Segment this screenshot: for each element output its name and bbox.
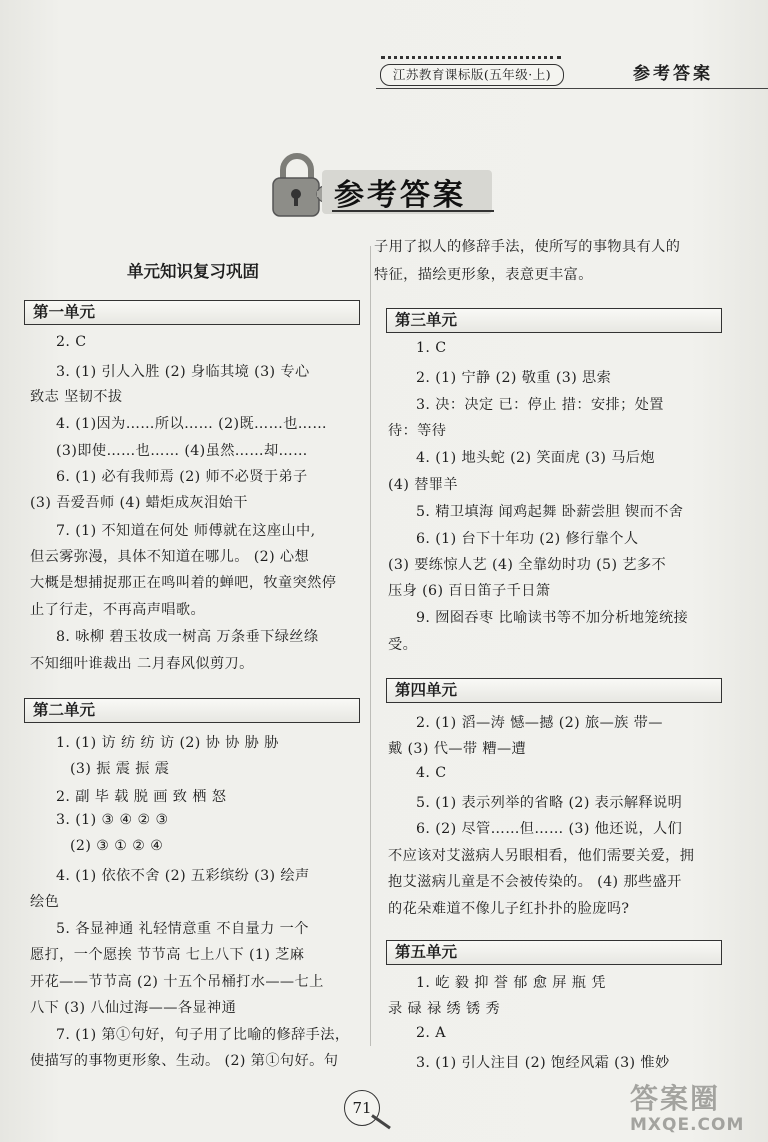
answer-line: 4. (1)因为……所以…… (2)既……也…… <box>56 416 327 432</box>
answer-line: 1. C <box>416 340 447 356</box>
answer-line: 但云雾弥漫，具体不知道在哪儿。 (2) 心想 <box>30 549 310 565</box>
answer-line: 待：等待 <box>388 423 447 439</box>
answer-line: 受。 <box>388 637 418 653</box>
answer-line: 4. (1) 依依不舍 (2) 五彩缤纷 (3) 绘声 <box>56 868 310 884</box>
unit-5-title: 第五单元 <box>386 940 722 965</box>
answer-line: (3) 振 震 振 震 <box>70 761 170 777</box>
unit-1-title: 第一单元 <box>24 300 360 325</box>
answer-line: 4. (1) 地头蛇 (2) 笑面虎 (3) 马后炮 <box>416 450 655 466</box>
answer-line: 6. (1) 必有我师焉 (2) 师不必贤于弟子 <box>56 469 308 485</box>
unit-4-title: 第四单元 <box>386 678 722 703</box>
answer-line: 录 碌 禄 绣 锈 秀 <box>388 1001 501 1017</box>
answer-line: 子用了拟人的修辞手法，使所写的事物具有人的 <box>374 239 681 255</box>
answer-line: 绘色 <box>30 894 60 910</box>
answer-line: 的花朵难道不像儿子红扑扑的脸庞吗? <box>388 901 630 917</box>
header-rule <box>376 88 768 89</box>
answer-line: 使描写的事物更形象、生动。 (2) 第①句好。句 <box>30 1053 339 1069</box>
answer-line: 大概是想捕捉那正在鸣叫着的蝉吧，牧童突然停 <box>30 575 337 591</box>
answer-line: 愿打，一个愿挨 节节高 七上八下 (1) 芝麻 <box>30 947 305 963</box>
answer-line: 3. (1) ③ ④ ② ③ <box>56 812 169 828</box>
watermark <box>630 1084 762 1138</box>
answer-line: 7. (1) 第①句好，句子用了比喻的修辞手法， <box>56 1027 350 1043</box>
answer-line: 八下 (3) 八仙过海——各显神通 <box>30 1000 237 1016</box>
answer-line: 6. (1) 台下十年功 (2) 修行靠个人 <box>416 531 639 547</box>
edition-label: 江苏教育课标版(五年级·上) <box>380 64 564 86</box>
header-title: 参考答案 <box>633 64 713 84</box>
answer-line: 4. C <box>416 765 447 781</box>
answer-line: 9. 囫囵吞枣 比喻读书等不加分析地笼统接 <box>416 610 689 626</box>
answer-line: 2. (1) 宁静 (2) 敬重 (3) 思索 <box>416 370 612 386</box>
answer-line: (3) 要练惊人艺 (4) 全靠幼时功 (5) 艺多不 <box>388 557 667 573</box>
answer-line: 8. 咏柳 碧玉妆成一树高 万条垂下绿丝绦 <box>56 629 319 645</box>
answer-line: 2. 副 毕 载 脱 画 致 栖 怒 <box>56 789 227 805</box>
answer-line: 2. (1) 滔—涛 憾—撼 (2) 旅—族 带— <box>416 715 663 731</box>
unit-2-title: 第二单元 <box>24 698 360 723</box>
banner-underline <box>332 210 494 212</box>
answer-line: 3. (1) 引人注目 (2) 饱经风霜 (3) 惟妙 <box>416 1055 670 1071</box>
answer-line: 3. 决：决定 已：停止 措：安排；处置 <box>416 397 664 413</box>
answer-line: 6. (2) 尽管……但…… (3) 他还说，人们 <box>416 821 683 837</box>
unit-3-title: 第三单元 <box>386 308 722 333</box>
answer-line: 2. A <box>416 1025 446 1041</box>
answer-line: 5. 精卫填海 闻鸡起舞 卧薪尝胆 锲而不舍 <box>416 504 684 520</box>
answer-line: 3. (1) 引人入胜 (2) 身临其境 (3) 专心 <box>56 364 310 380</box>
watermark-text: 答案圈 <box>630 1082 721 1115</box>
answer-line: 5. (1) 表示列举的省略 (2) 表示解释说明 <box>416 795 683 811</box>
page-number: 71 <box>344 1090 380 1126</box>
answer-line: 止了行走，不再高声唱歌。 <box>30 602 206 618</box>
answer-line: (4) 替罪羊 <box>388 477 458 493</box>
answer-line: 5. 各显神通 礼轻情意重 不自量力 一个 <box>56 921 309 937</box>
answer-line: 抱艾滋病儿童是不会被传染的。 (4) 那些盛开 <box>388 874 682 890</box>
answer-line: (3)即使……也…… (4)虽然……却…… <box>56 443 308 459</box>
answer-line: 7. (1) 不知道在何处 师傅就在这座山中, <box>56 523 316 539</box>
answer-line: 不应该对艾滋病人另眼相看，他们需要关爱，拥 <box>388 848 695 864</box>
answer-line: (3) 吾爱吾师 (4) 蜡炬成灰泪始干 <box>30 495 248 511</box>
watermark-url: MXQE.COM <box>630 1115 745 1135</box>
answer-line: 开花——节节高 (2) 十五个吊桶打水——七上 <box>30 974 324 990</box>
column-divider <box>370 246 371 1046</box>
answer-line: 不知细叶谁裁出 二月春风似剪刀。 <box>30 656 254 672</box>
answer-line: 特征，描绘更形象，表意更丰富。 <box>374 267 593 283</box>
banner-title: 参考答案 <box>334 178 466 213</box>
answer-line: 2. C <box>56 334 87 350</box>
answer-line: 戴 (3) 代—带 糟—遭 <box>388 741 527 757</box>
answer-line: 压身 (6) 百日笛子千日箫 <box>388 583 551 599</box>
header-dotted-rule <box>381 56 561 59</box>
answer-line: 1. (1) 访 纺 纺 访 (2) 协 协 胁 胁 <box>56 735 279 751</box>
answer-line: 1. 屹 毅 抑 誉 郁 愈 屏 瓶 凭 <box>416 975 606 991</box>
answer-line: 致志 坚韧不拔 <box>30 389 123 405</box>
answer-line: (2) ③ ① ② ④ <box>70 838 164 854</box>
section-title: 单元知识复习巩固 <box>127 262 259 281</box>
